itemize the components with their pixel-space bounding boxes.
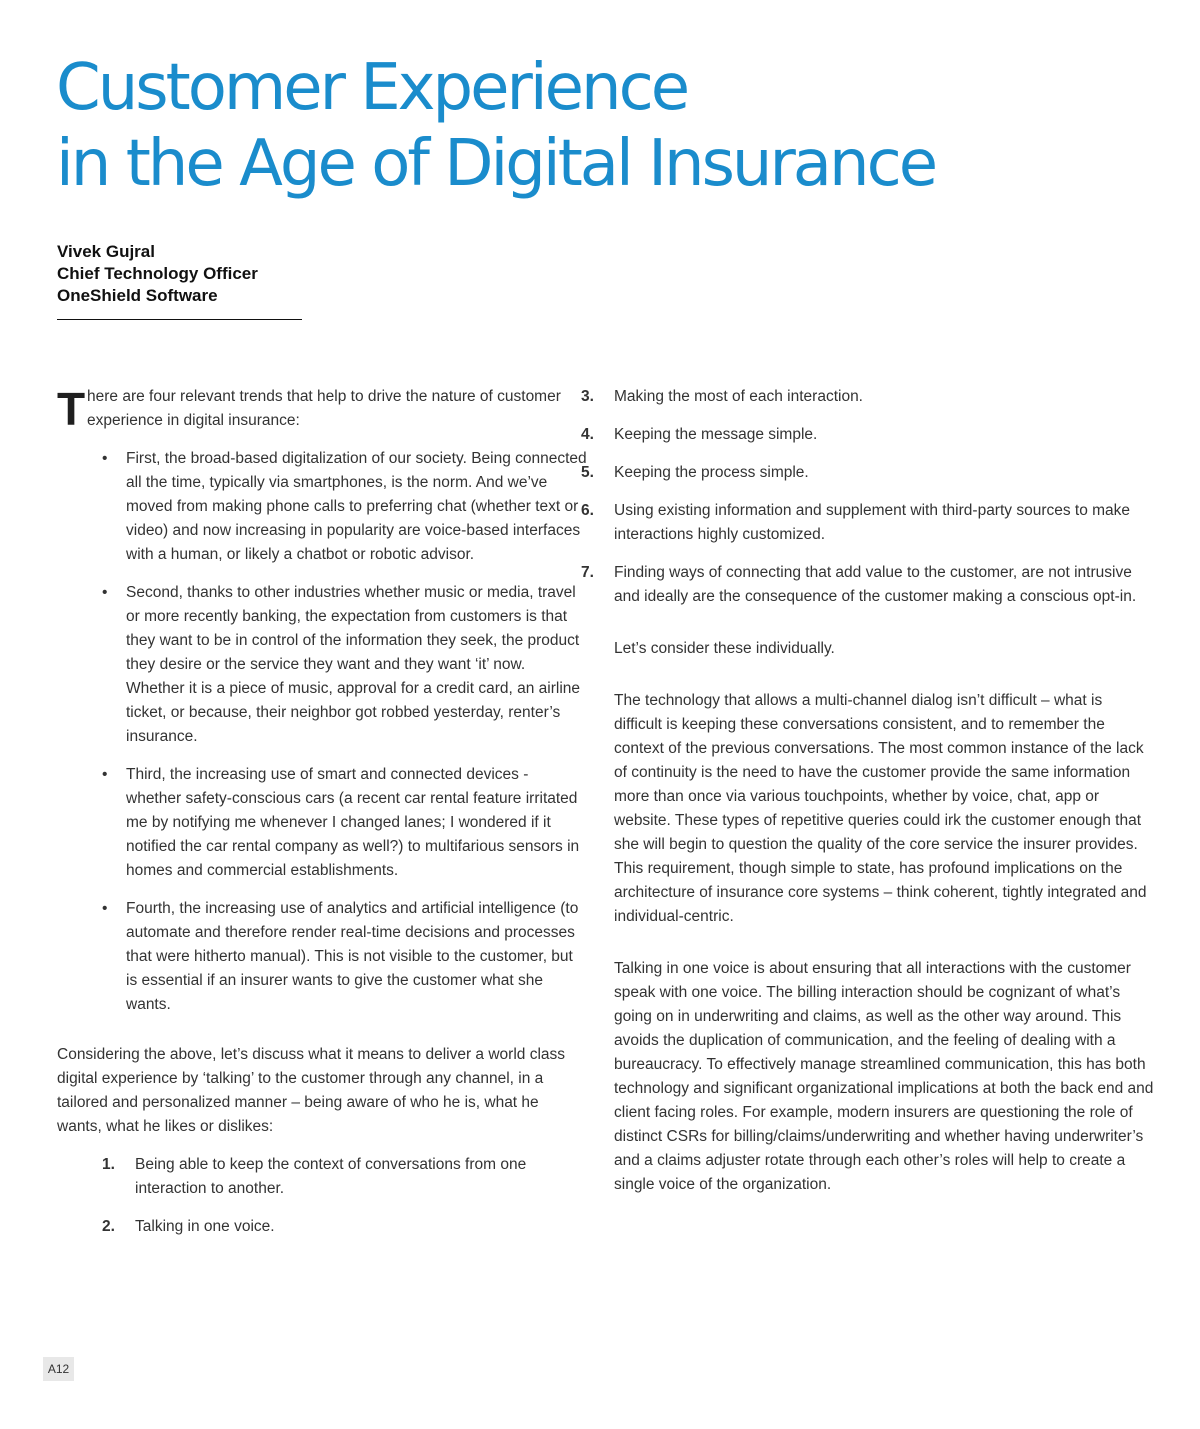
- dropcap: T: [57, 383, 86, 435]
- list-number: 1.: [102, 1156, 115, 1173]
- trends-list: [57, 447, 587, 1017]
- principle-text: Finding ways of connecting that add value to the customer, are not intrusive and ideally are the consequence of the customer making a conscious opt-in.: [614, 564, 1137, 605]
- author-divider: [57, 319, 302, 320]
- trend-text: Third, the increasing use of smart and connected devices - whether safety-conscious cars (a recent car rental feature irritated me by notifying me whenever I changed lanes; I wondered if it notified the car rental company as well?) to multifarious sensors in homes and commercial establishments.: [126, 766, 580, 879]
- list-item: [57, 581, 587, 749]
- list-number: 4.: [581, 426, 594, 443]
- author-role: Chief Technology Officer: [57, 264, 258, 283]
- bullet-icon: •: [102, 900, 108, 917]
- trend-text: Fourth, the increasing use of analytics and artificial intelligence (to automate and therefore render real-time decisions and processes that were hitherto manual). This is not visible to the customer, but is essential if an insurer wants to give the customer what she wants.: [126, 900, 579, 1013]
- consider-individually-paragraph: Let’s consider these individually.: [614, 640, 835, 657]
- trend-text: First, the broad-based digitalization of our society. Being connected all the time, typically via smartphones, is the norm. And we’ve moved from making phone calls to preferring chat (whether text or video) and now increasing in popularity are voice-based interfaces with a human, or likely a chatbot or robotic advisor.: [126, 450, 587, 563]
- list-number: 6.: [581, 502, 594, 519]
- bullet-icon: •: [102, 584, 108, 601]
- principle-text: Keeping the message simple.: [614, 426, 818, 443]
- author-company: OneShield Software: [57, 286, 218, 305]
- list-item: [536, 499, 1154, 547]
- list-item: [536, 561, 1154, 609]
- list-item: [57, 1215, 587, 1239]
- right-column: [581, 385, 1154, 1197]
- considering-paragraph: Considering the above, let’s discuss what it means to deliver a world class digital experience by ‘talking’ to the customer through any channel, in a tailored and personalized manner – being aware of who he is, what he wants, what he likes or dislikes:: [57, 1046, 566, 1135]
- title-line-2: in the Age of Digital Insurance: [56, 127, 936, 201]
- one-voice-paragraph: Talking in one voice is about ensuring that all interactions with the customer speak with one voice. The billing interaction should be cognizant of what’s going on in underwriting and claims, as well as the other way around. This avoids the duplication of communication, and the feeling of dealing with a bureaucracy. To effectively manage streamlined communication, this has both technology and significant organizational implications at both the back end and client facing roles. For example, modern insurers are questioning the role of distinct CSRs for billing/claims/underwriting and whether having underwriter’s and a claims adjuster rotate through each other’s roles will help to create a single voice of the organization.: [614, 960, 1154, 1193]
- list-number: 5.: [581, 464, 594, 481]
- article-title: [56, 50, 935, 202]
- bullet-icon: •: [102, 450, 108, 467]
- principle-text: Keeping the process simple.: [614, 464, 809, 481]
- page-number: A12: [43, 1357, 74, 1381]
- intro-paragraph: [57, 385, 587, 433]
- list-item: [536, 385, 1154, 409]
- list-item: [57, 1153, 587, 1201]
- list-item: [536, 461, 1154, 485]
- list-number: 2.: [102, 1218, 115, 1235]
- intro-text: here are four relevant trends that help to drive the nature of customer experience in digital insurance:: [87, 388, 561, 429]
- list-number: 7.: [581, 564, 594, 581]
- principles-list-part2: [536, 385, 1154, 609]
- principle-text: Being able to keep the context of conversations from one interaction to another.: [135, 1156, 527, 1197]
- principle-text: Talking in one voice.: [135, 1218, 275, 1235]
- author-name: Vivek Gujral: [57, 242, 155, 261]
- list-number: 3.: [581, 388, 594, 405]
- list-item: [57, 897, 587, 1017]
- title-line-1: Customer Experience: [56, 51, 688, 125]
- left-column: [57, 385, 587, 1253]
- list-item: [57, 447, 587, 567]
- principle-text: Making the most of each interaction.: [614, 388, 863, 405]
- list-item: [57, 763, 587, 883]
- principles-list-part1: [57, 1153, 587, 1239]
- trend-text: Second, thanks to other industries whether music or media, travel or more recently banking, the expectation from customers is that they want to be in control of the information they seek, the product they desire or the service they want and they want ‘it’ now. Whether it is a piece of music, approval for a credit card, an airline ticket, or because, their neighbor got robbed yesterday, renter’s insurance.: [126, 584, 581, 745]
- bullet-icon: •: [102, 766, 108, 783]
- list-item: [536, 423, 1154, 447]
- author-block: [57, 241, 258, 307]
- principle-text: Using existing information and supplement with third-party sources to make interactions highly customized.: [614, 502, 1131, 543]
- technology-paragraph: The technology that allows a multi-channel dialog isn’t difficult – what is difficult is keeping these conversations consistent, and to remember the context of the previous conversations. The most common instance of the lack of continuity is the need to have the customer provide the same information more than once via various touchpoints, whether by voice, chat, app or website. These types of repetitive queries could irk the customer enough that she will begin to question the quality of the core service the insurer provides. This requirement, though simple to state, has profound implications on the architecture of insurance core systems – think coherent, tightly integrated and individual-centric.: [614, 692, 1147, 925]
